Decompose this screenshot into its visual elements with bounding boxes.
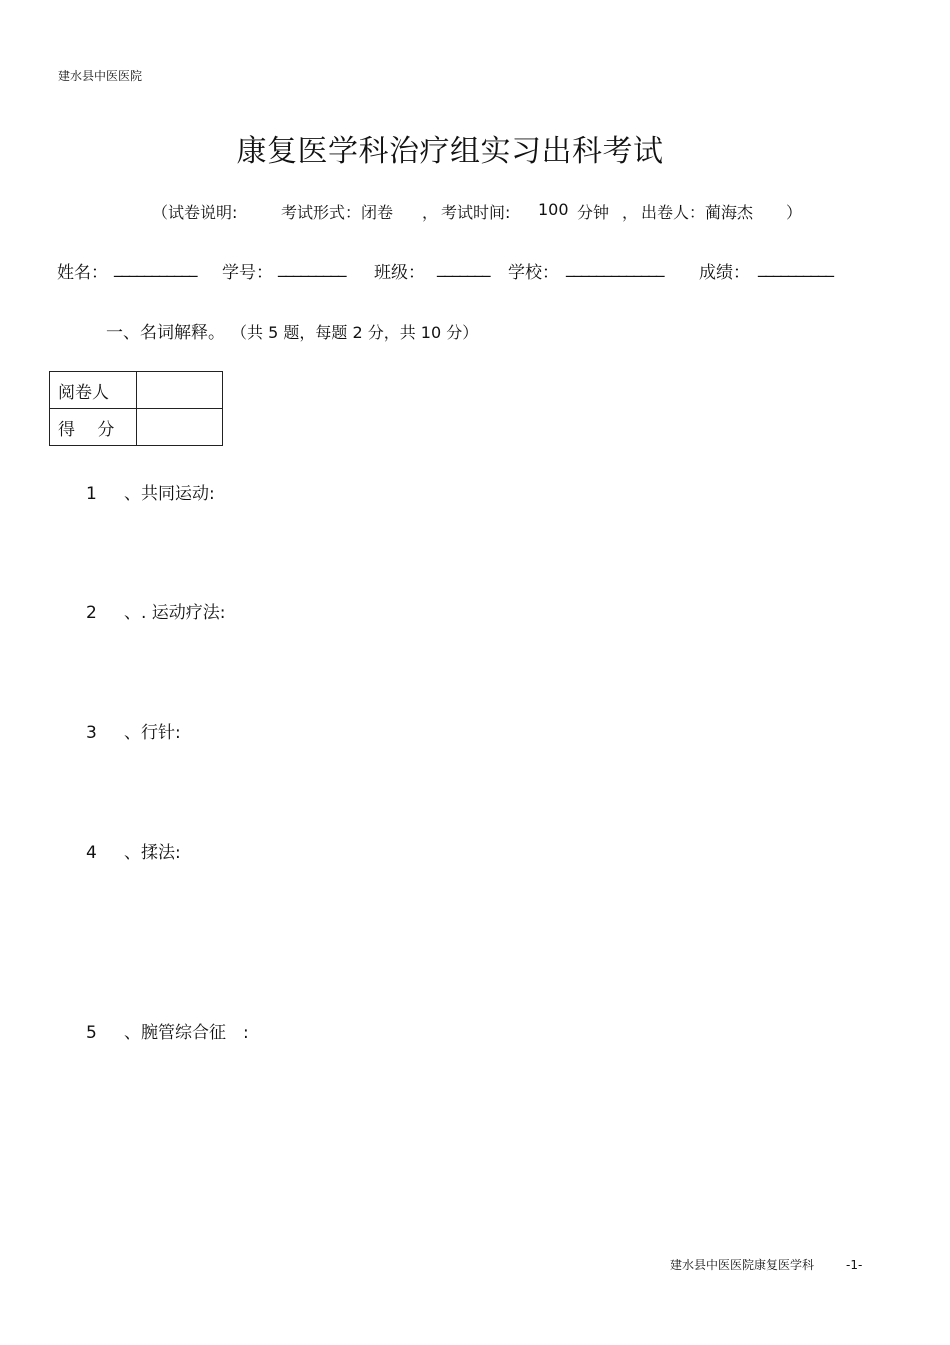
page-number: -1- xyxy=(846,1258,863,1272)
score-row xyxy=(50,409,223,446)
question-item xyxy=(86,598,226,623)
exam-title: 康复医学科治疗组实习出科考试 xyxy=(236,134,664,169)
question-text: 、. 运动疗法: xyxy=(124,603,226,623)
question-number: 2 xyxy=(86,603,97,623)
school-label: 学校： xyxy=(508,263,559,283)
question-number: 1 xyxy=(86,484,97,504)
question-item xyxy=(86,838,181,863)
class-label: 班级： xyxy=(374,263,425,283)
exam-author: 出卷人：蔺海杰 xyxy=(641,203,754,222)
section-title: 一、名词解释。 xyxy=(106,323,225,343)
footer-text: 建水县中医医院康复医学科 xyxy=(670,1258,815,1272)
reviewer-value[interactable] xyxy=(137,372,223,409)
question-number: 4 xyxy=(86,843,97,863)
exam-info-open: （试卷说明: xyxy=(152,203,238,222)
score-label: 得 分 xyxy=(50,409,137,446)
exam-form: 考试形式：闭卷 xyxy=(281,203,394,222)
question-item xyxy=(86,718,181,743)
exam-info-comma-1: ， xyxy=(422,203,439,222)
class-blank[interactable]: _______ xyxy=(437,258,490,278)
question-text: 、行针: xyxy=(124,723,181,743)
score-table xyxy=(49,371,223,446)
school-blank[interactable]: _____________ xyxy=(566,258,664,278)
question-item xyxy=(86,479,215,504)
grade-blank[interactable]: __________ xyxy=(758,258,833,278)
exam-info-close: ） xyxy=(786,203,803,222)
header-organization: 建水县中医医院 xyxy=(58,69,143,83)
question-text: 、共同运动: xyxy=(124,484,215,504)
score-value[interactable] xyxy=(137,409,223,446)
question-text: 、腕管综合征 : xyxy=(124,1023,249,1043)
name-label: 姓名： xyxy=(57,263,108,283)
name-blank[interactable]: ___________ xyxy=(114,258,197,278)
question-item xyxy=(86,1018,249,1043)
exam-info-comma-2: ， xyxy=(622,203,639,222)
grade-label: 成绩： xyxy=(699,263,750,283)
section-note: （共 5 题，每题 2 分，共 10 分） xyxy=(239,323,479,342)
exam-time-unit: 分钟 xyxy=(577,203,610,222)
question-text: 、揉法: xyxy=(124,843,181,863)
question-number: 5 xyxy=(86,1023,97,1043)
page-footer xyxy=(670,1256,862,1273)
reviewer-label: 阅卷人 xyxy=(50,372,137,409)
exam-time-label: 考试时间: xyxy=(441,203,511,222)
question-number: 3 xyxy=(86,723,97,743)
exam-time-value: 100 xyxy=(538,200,569,219)
student-id-blank[interactable]: _________ xyxy=(278,258,346,278)
student-id-label: 学号： xyxy=(222,263,273,283)
reviewer-row xyxy=(50,372,223,409)
section-heading xyxy=(106,318,478,343)
